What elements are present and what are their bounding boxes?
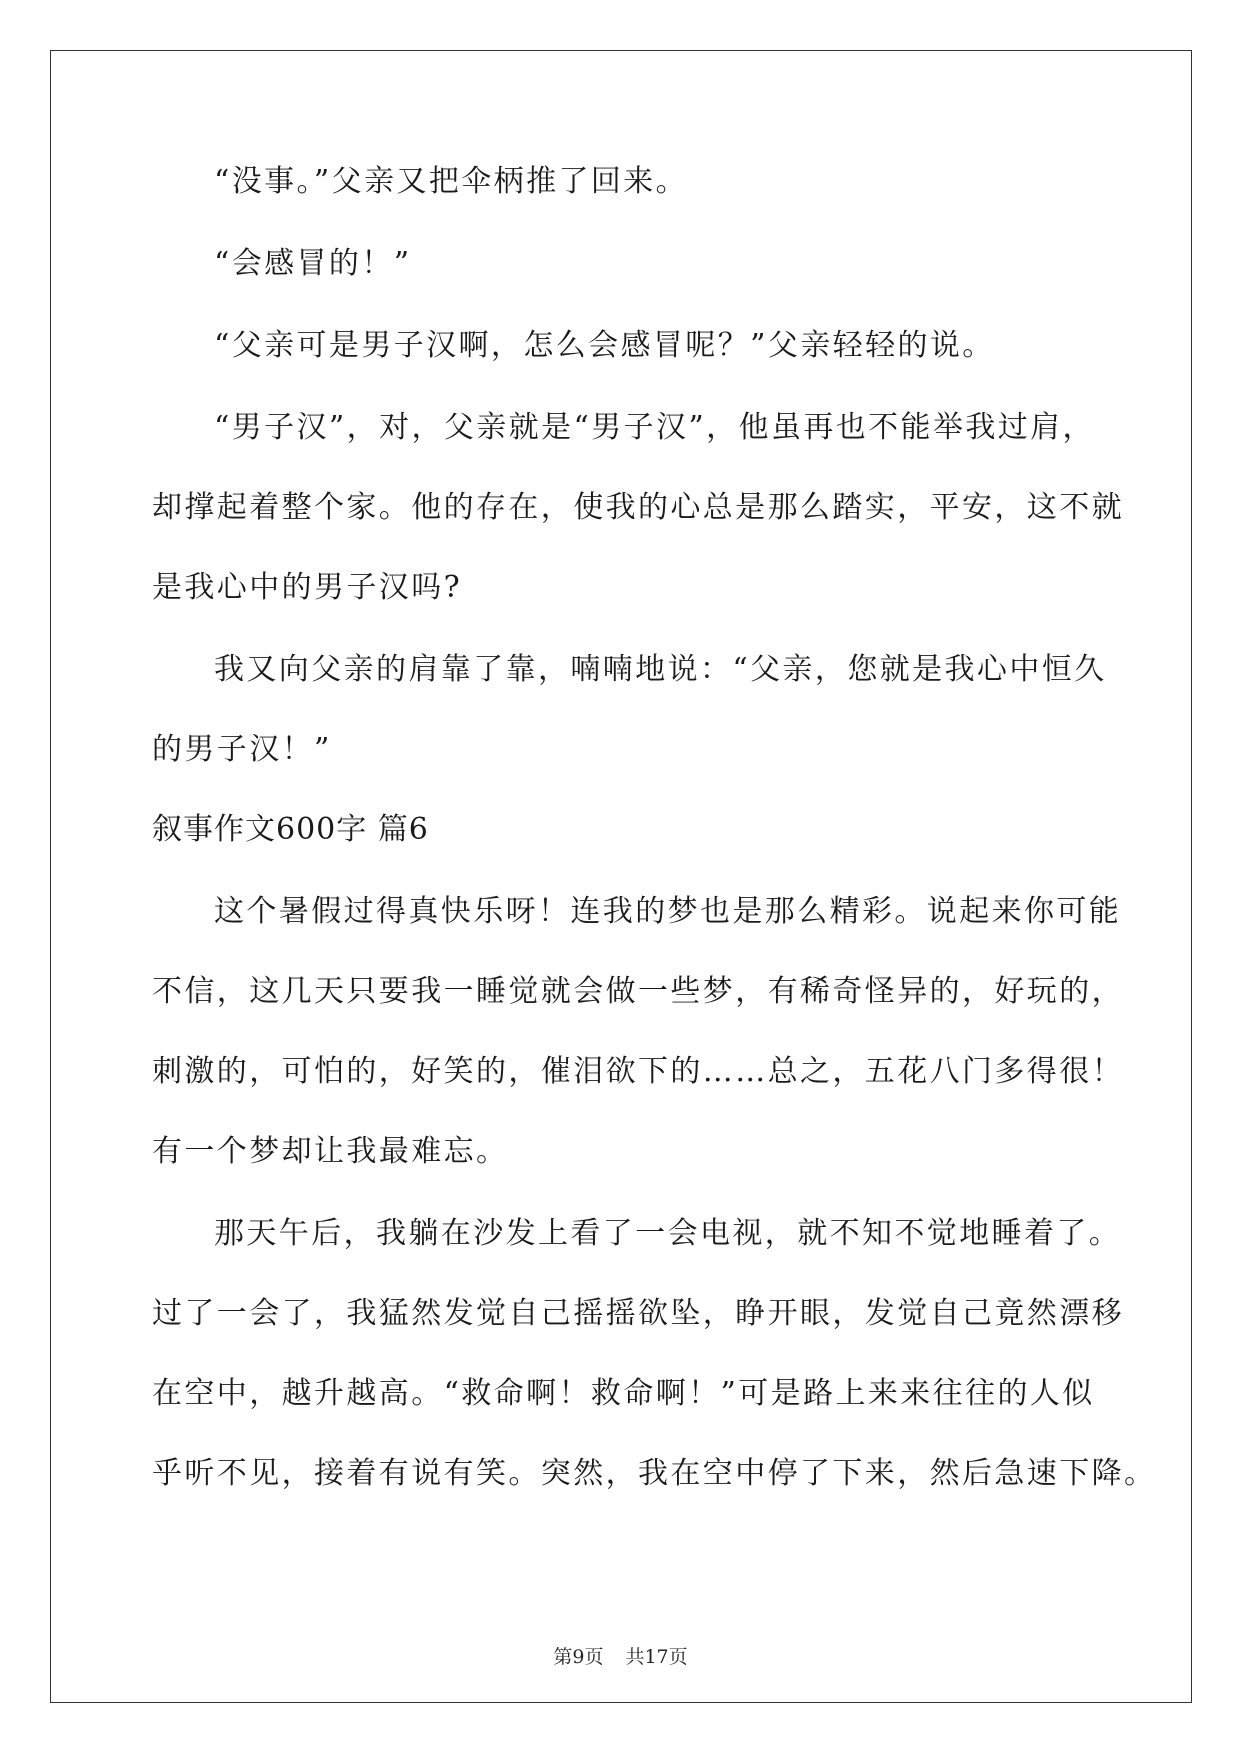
section-heading: 叙事作文600字 篇6 <box>152 812 429 847</box>
paragraph-line: 不信，这几天只要我一睡觉就会做一些梦，有稀奇怪异的，好玩的， <box>152 974 1124 1009</box>
current-page-label: 第9页 <box>553 1646 604 1668</box>
paragraph-line: 乎听不见，接着有说有笑。突然，我在空中停了下来，然后急速下降。 <box>152 1456 1157 1491</box>
paragraph-line: 过了一会了，我猛然发觉自己摇摇欲坠，睁开眼，发觉自己竟然漂移 <box>152 1296 1124 1331</box>
paragraph-line: “会感冒的！” <box>214 246 412 281</box>
paragraph-line: 刺激的，可怕的，好笑的，催泪欲下的……总之，五花八门多得很！ <box>152 1054 1124 1089</box>
paragraph-line: 是我心中的男子汉吗? <box>152 570 463 605</box>
paragraph-line: “父亲可是男子汉啊，怎么会感冒呢？”父亲轻轻的说。 <box>214 328 995 363</box>
total-pages-label: 共17页 <box>625 1646 688 1668</box>
paragraph-line: 我又向父亲的肩靠了靠，喃喃地说：“父亲，您就是我心中恒久 <box>214 652 1107 687</box>
paragraph-line: “男子汉”，对，父亲就是“男子汉”，他虽再也不能举我过肩， <box>214 410 1095 445</box>
paragraph-line: “没事。”父亲又把伞柄推了回来。 <box>214 164 689 199</box>
paragraph-line: 的男子汉！” <box>152 732 332 767</box>
paragraph-line: 在空中，越升越高。“救命啊！救命啊！”可是路上来来往往的人似 <box>152 1376 1095 1411</box>
page-footer <box>0 1645 1241 1669</box>
paragraph-line: 这个暑假过得真快乐呀！连我的梦也是那么精彩。说起来你可能 <box>214 894 1122 929</box>
paragraph-line: 却撑起着整个家。他的存在，使我的心总是那么踏实，平安，这不就 <box>152 490 1124 525</box>
paragraph-line: 有一个梦却让我最难忘。 <box>152 1134 509 1169</box>
paragraph-line: 那天午后，我躺在沙发上看了一会电视，就不知不觉地睡着了。 <box>214 1216 1122 1251</box>
